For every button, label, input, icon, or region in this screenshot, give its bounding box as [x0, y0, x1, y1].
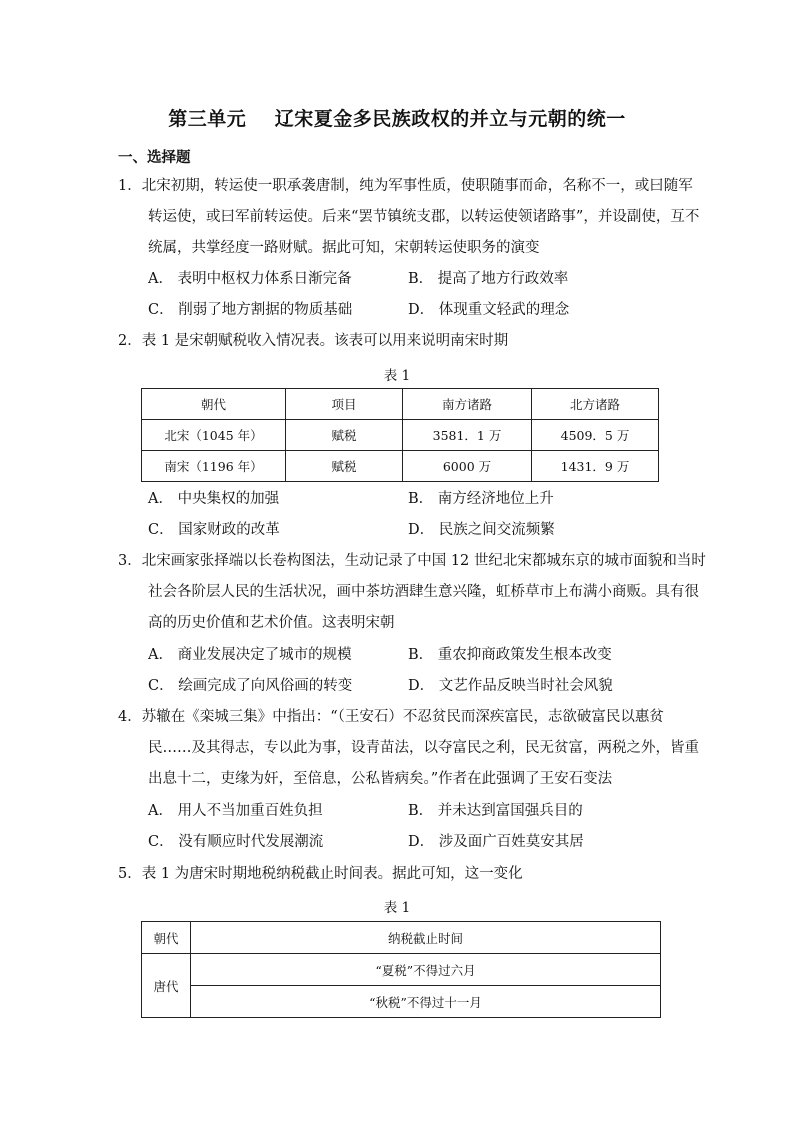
table-group-cell: 唐代 — [142, 954, 191, 1018]
table-cell: “夏税”不得过六月 — [191, 954, 661, 986]
question-1-options — [148, 264, 688, 326]
option-a[interactable]: A． 表明中枢权力体系日渐完备 — [148, 271, 352, 287]
option-d[interactable]: D． 民族之间交流频繁 — [408, 522, 555, 538]
table-row — [142, 986, 661, 1018]
question-text-line: 4．苏辙在《栾城三集》中指出：“（王安石）不忍贫民而深疾富民，志欲破富民以惠贫 — [118, 709, 664, 725]
table-header-cell: 朝代 — [142, 389, 286, 420]
option-b[interactable]: B． 重农抑商政策发生根本改变 — [408, 647, 612, 663]
table-cell: 北宋（1045 年） — [142, 420, 286, 451]
option-a[interactable]: A． 商业发展决定了城市的规模 — [148, 647, 352, 663]
question-2-options — [148, 484, 688, 546]
table-header-row — [142, 922, 661, 954]
table-header-cell: 北方诸路 — [532, 389, 659, 420]
option-b[interactable]: B． 提高了地方行政效率 — [408, 271, 569, 287]
table-header-cell: 南方诸路 — [403, 389, 532, 420]
question-text-line: 1．北宋初期，转运使一职承袭唐制，纯为军事性质，使职随事而命，名称不一，或曰随军 — [118, 178, 693, 194]
question-text-line: 2．表 1 是宋朝赋税收入情况表。该表可以用来说明南宋时期 — [118, 333, 509, 349]
question-text-line: 社会各阶层人民的生活状况，画中茶坊酒肆生意兴隆，虹桥草市上布满小商贩。具有很 — [148, 584, 699, 600]
table-cell: 赋税 — [286, 451, 403, 482]
table-header-cell: 项目 — [286, 389, 403, 420]
question-text-line: 高的历史价值和艺术价值。这表明宋朝 — [148, 615, 395, 631]
table-row — [142, 451, 659, 482]
table-cell: 1431．9 万 — [532, 451, 659, 482]
table-header-cell: 纳税截止时间 — [191, 922, 661, 954]
option-c[interactable]: C． 绘画完成了向风俗画的转变 — [148, 678, 353, 694]
option-a[interactable]: A． 用人不当加重百姓负担 — [148, 803, 323, 819]
question-4 — [118, 702, 699, 795]
table-cell: 6000 万 — [403, 451, 532, 482]
section-heading: 一、选择题 — [118, 149, 191, 166]
table-caption: 表 1 — [383, 368, 411, 384]
option-d[interactable]: D． 文艺作品反映当时社会风貌 — [408, 678, 613, 694]
question-text-line: 5．表 1 为唐宋时期地税纳税截止时间表。据此可知，这一变化 — [118, 866, 523, 882]
table-cell: 赋税 — [286, 420, 403, 451]
question-5 — [118, 859, 678, 890]
question-text-line: 3．北宋画家张择端以长卷构图法，生动记录了中国 12 世纪北宋都城东京的城市面貌和当时 — [118, 553, 706, 569]
table-cell: 3581．1 万 — [403, 420, 532, 451]
tax-deadline-table — [141, 921, 661, 1018]
question-2 — [118, 326, 678, 357]
question-text-line: 统属，共掌经度一路财赋。据此可知，宋朝转运使职务的演变 — [148, 240, 540, 256]
table-caption: 表 1 — [383, 900, 411, 916]
option-b[interactable]: B． 南方经济地位上升 — [408, 491, 554, 507]
table-row — [142, 420, 659, 451]
question-text-line: 出息十二，吏缘为奸，至倍息，公私皆病矣。”作者在此强调了王安石变法 — [148, 771, 613, 787]
option-c[interactable]: C． 削弱了地方割据的物质基础 — [148, 302, 353, 318]
question-text-line: 转运使，或曰军前转运使。后来“罢节镇统支郡，以转运使领诸路事”，并设副使，互不 — [148, 209, 700, 225]
tax-revenue-table — [141, 388, 659, 482]
question-4-options — [148, 796, 688, 858]
table-cell: 南宋（1196 年） — [142, 451, 286, 482]
table-cell: 4509．5 万 — [532, 420, 659, 451]
page-title: 第三单元 辽宋夏金多民族政权的并立与元朝的统一 — [168, 108, 626, 130]
question-3-options — [148, 640, 688, 702]
option-d[interactable]: D． 涉及面广百姓莫安其居 — [408, 834, 584, 850]
option-c[interactable]: C． 国家财政的改革 — [148, 522, 280, 538]
table-cell: “秋税”不得过十一月 — [191, 986, 661, 1018]
option-c[interactable]: C． 没有顺应时代发展潮流 — [148, 834, 324, 850]
question-1 — [118, 171, 700, 264]
question-3 — [118, 546, 706, 639]
question-text-line: 民……及其得志，专以此为事，设青苗法，以夺富民之利，民无贫富，两税之外，皆重 — [148, 740, 699, 756]
table-header-row — [142, 389, 659, 420]
option-b[interactable]: B． 并未达到富国强兵目的 — [408, 803, 583, 819]
table-row — [142, 954, 661, 986]
option-d[interactable]: D． 体现重文轻武的理念 — [408, 302, 570, 318]
option-a[interactable]: A． 中央集权的加强 — [148, 491, 280, 507]
table-header-cell: 朝代 — [142, 922, 191, 954]
